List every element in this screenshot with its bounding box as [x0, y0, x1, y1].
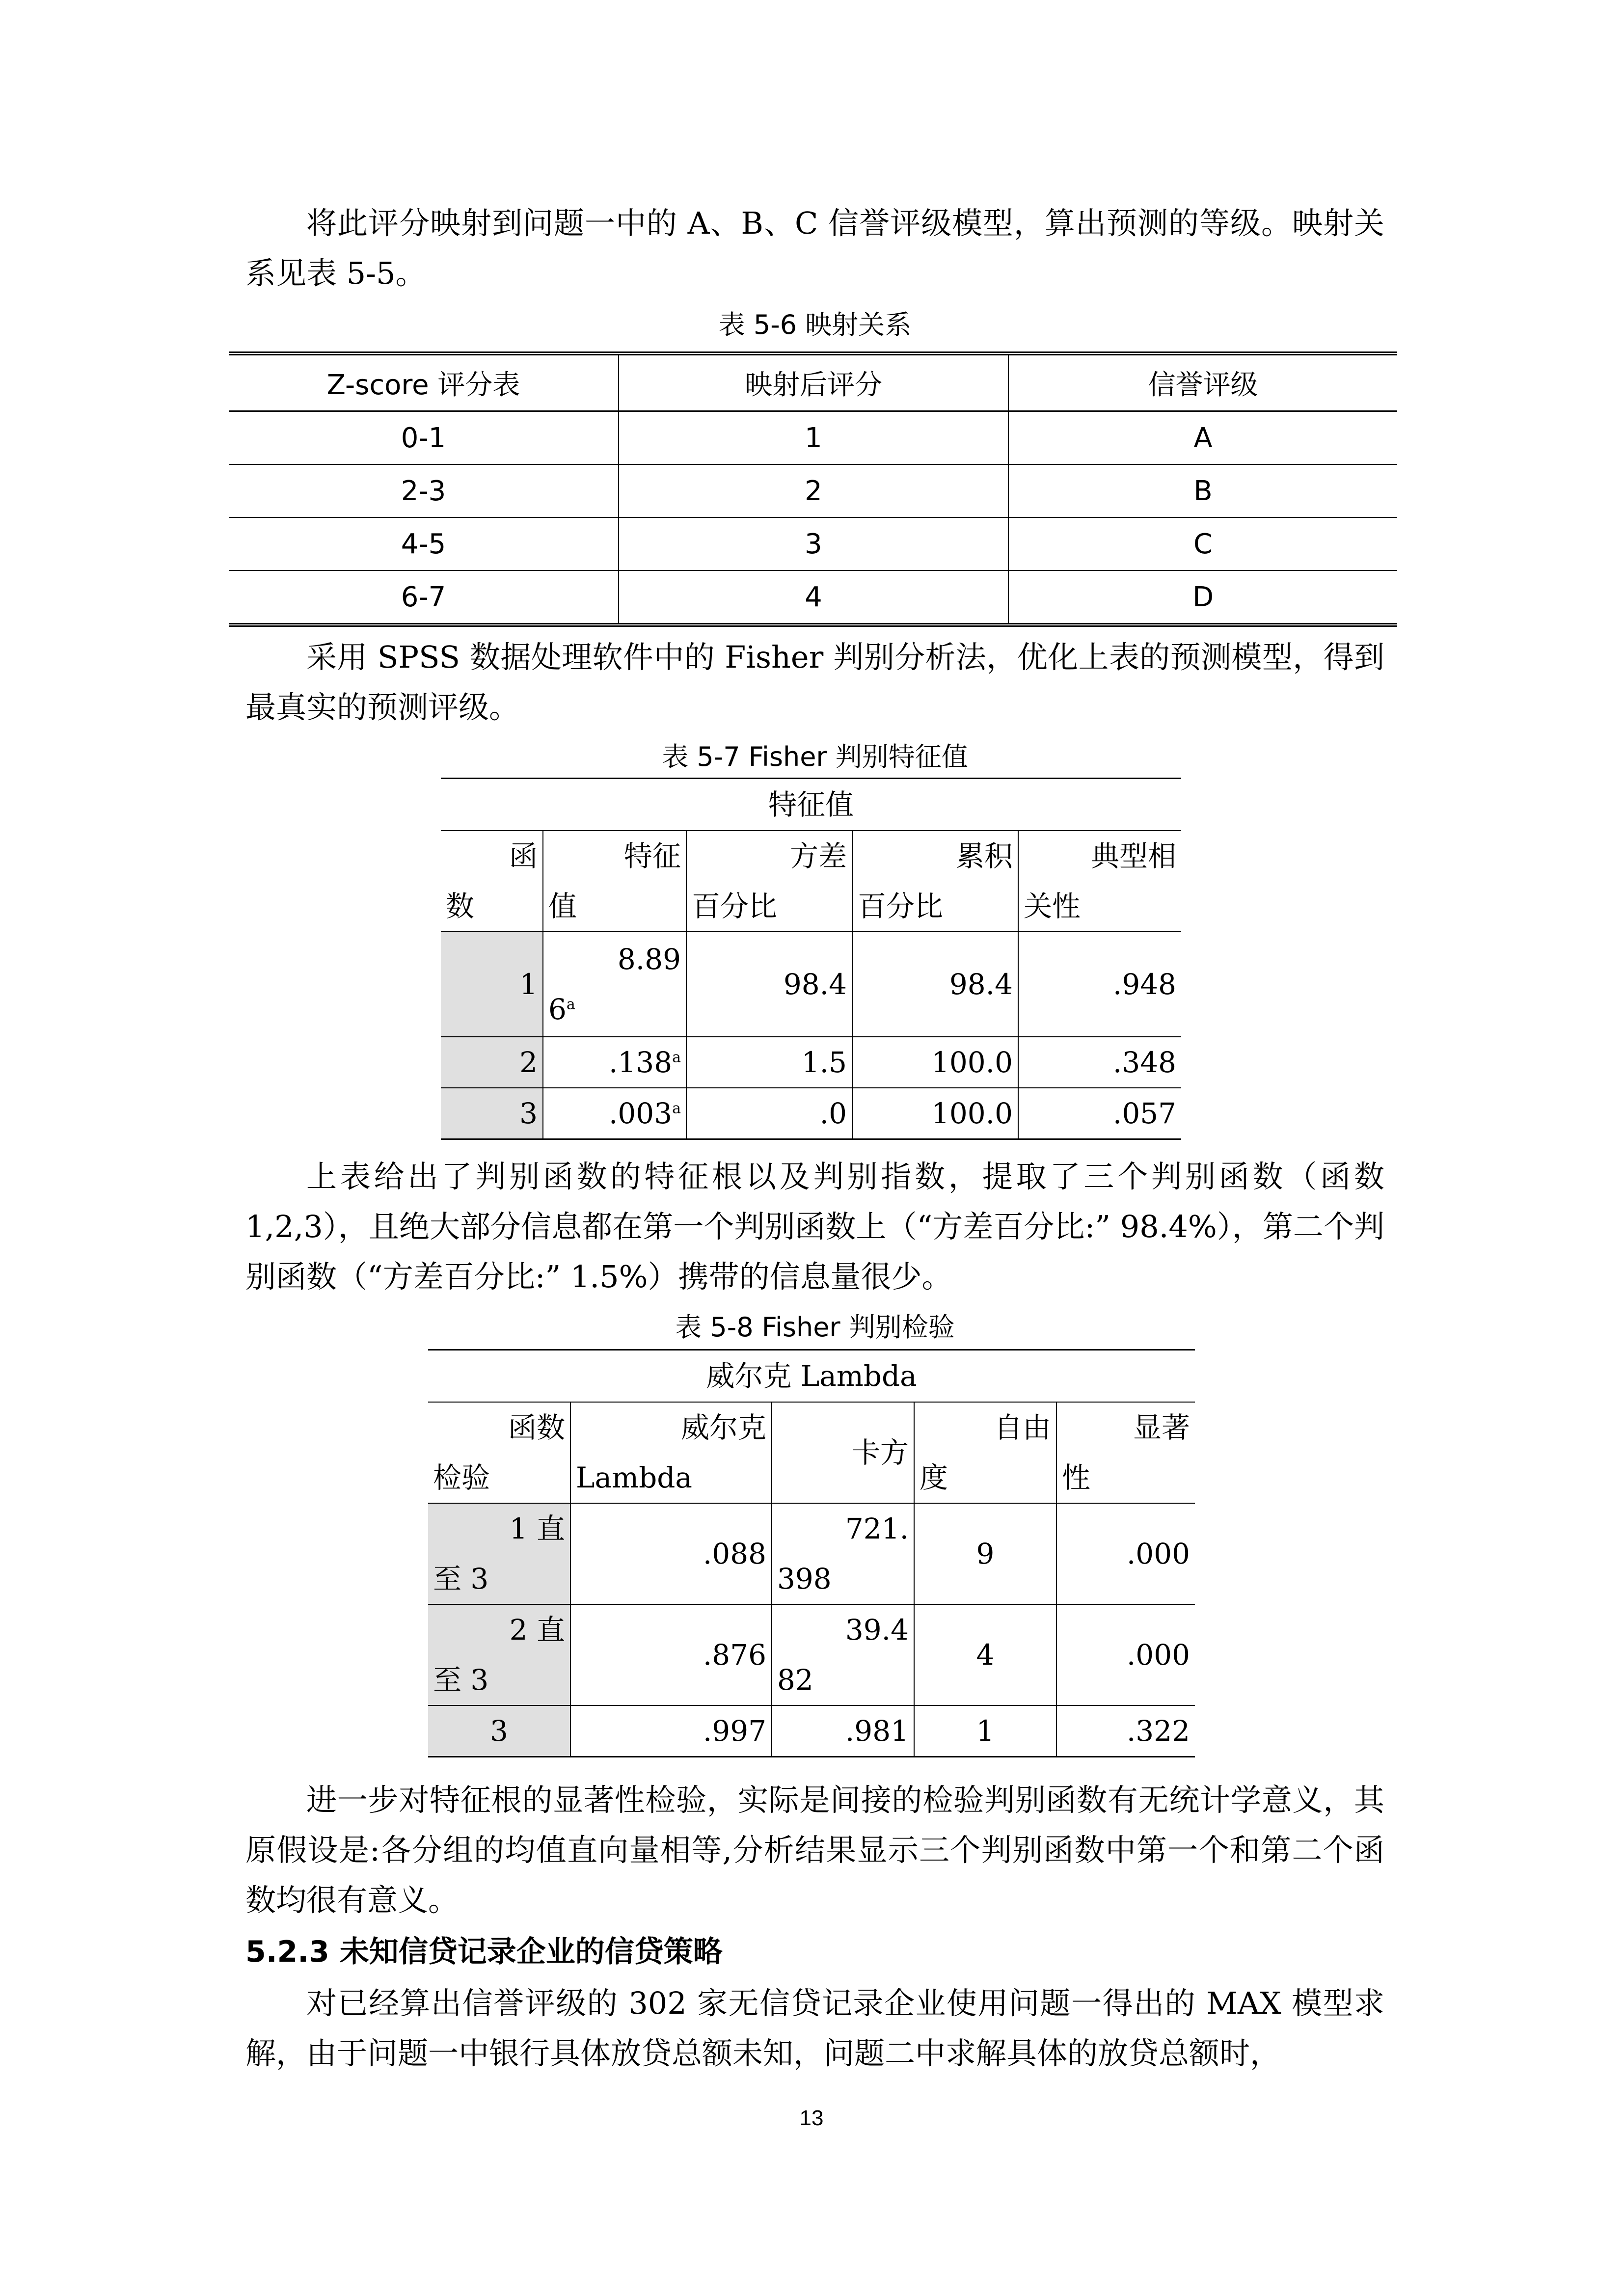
table-5-7-caption: 表 5-7 Fisher 判别特征值	[662, 741, 968, 772]
row-test-label: 1 直至 3	[428, 1503, 570, 1604]
cell-significance: .000	[1056, 1503, 1195, 1604]
paragraph-unknown-credit-strategy: 对已经算出信誉评级的 302 家无信贷记录企业使用问题一得出的 MAX 模型求解，由于问题一中银行具体放贷总额未知，问题二中求解具体的放贷总额时，	[245, 1985, 1384, 2071]
table-row	[428, 1604, 1195, 1705]
cell-variance-pct: 1.5	[686, 1037, 852, 1088]
paragraph-significance-test: 进一步对特征根的显著性检验，实际是间接的检验判别函数有无统计学意义，其原假设是:各分组的均值直向量相等,分析结果显示三个判别函数中第一个和第二个函数均很有意义。	[245, 1782, 1384, 1918]
section-heading-5-2-3: 5.2.3 未知信贷记录企业的信贷策略	[245, 1935, 723, 1969]
header-zscore: Z-score 评分表	[229, 353, 619, 411]
header-wilks-lambda: 威尔克Lambda	[570, 1402, 772, 1503]
row-function-label: 1	[441, 932, 543, 1037]
cell-eigenvalue: .003$^a$	[543, 1088, 686, 1139]
table-5-6-mapping	[229, 351, 1397, 627]
cell-df: 1	[914, 1705, 1056, 1757]
header-significance: 显著性	[1056, 1402, 1195, 1503]
header-eigenvalue: 特征值	[543, 831, 686, 932]
cell-df: 4	[914, 1604, 1056, 1705]
table-header-row	[229, 353, 1397, 411]
cell-rating: B	[1008, 464, 1397, 517]
cell-zscore: 2-3	[229, 464, 619, 517]
header-canonical-corr: 典型相关性	[1018, 831, 1181, 932]
header-test-of-functions: 函数检验	[428, 1402, 570, 1503]
cell-zscore: 4-5	[229, 517, 619, 570]
cell-cumulative-pct: 100.0	[852, 1037, 1018, 1088]
cell-variance-pct: 98.4	[686, 932, 852, 1037]
paragraph-fisher-intro: 采用 SPSS 数据处理软件中的 Fisher 判别分析法，优化上表的预测模型，得到最真实的预测评级。	[245, 639, 1384, 725]
table-5-7-eigenvalues	[441, 778, 1181, 1140]
table-row	[229, 411, 1397, 465]
cell-variance-pct: .0	[686, 1088, 852, 1139]
row-function-label: 3	[441, 1088, 543, 1139]
cell-eigenvalue: .138$^a$	[543, 1037, 686, 1088]
cell-significance: .322	[1056, 1705, 1195, 1757]
table-row	[229, 464, 1397, 517]
table-row	[441, 1088, 1181, 1139]
cell-cumulative-pct: 98.4	[852, 932, 1018, 1037]
header-cumulative-pct: 累积百分比	[852, 831, 1018, 932]
table-row	[229, 570, 1397, 625]
cell-canonical-corr: .348	[1018, 1037, 1181, 1088]
cell-canonical-corr: .948	[1018, 932, 1181, 1037]
cell-chi-square: .981	[772, 1705, 914, 1757]
cell-rating: C	[1008, 517, 1397, 570]
table-row	[428, 1705, 1195, 1757]
cell-mapped-score: 2	[619, 464, 1008, 517]
table-row	[229, 517, 1397, 570]
cell-mapped-score: 1	[619, 411, 1008, 465]
table-title: 威尔克 Lambda	[428, 1350, 1195, 1403]
cell-zscore: 6-7	[401, 581, 446, 613]
cell-mapped-score: 4	[619, 570, 1008, 625]
header-credit-rating: 信誉评级	[1008, 353, 1397, 411]
header-chi-square: 卡方	[772, 1402, 914, 1503]
paragraph-mapping-intro: 将此评分映射到问题一中的 A、B、C 信誉评级模型，算出预测的等级。映射关系见表 5-5。	[245, 205, 1384, 291]
table-row	[428, 1503, 1195, 1604]
row-test-label: 3	[428, 1705, 570, 1757]
cell-mapped-score: 3	[619, 517, 1008, 570]
table-row	[441, 932, 1181, 1037]
cell-eigenvalue: 8.896$^a$	[543, 932, 686, 1037]
row-test-label: 2 直至 3	[428, 1604, 570, 1705]
cell-canonical-corr: .057	[1018, 1088, 1181, 1139]
table-row	[441, 1037, 1181, 1088]
header-variance-pct: 方差百分比	[686, 831, 852, 932]
header-mapped-score: 映射后评分	[619, 353, 1008, 411]
cell-cumulative-pct: 100.0	[852, 1088, 1018, 1139]
cell-wilks-lambda: .088	[570, 1503, 772, 1604]
row-function-label: 2	[441, 1037, 543, 1088]
cell-chi-square: 39.482	[772, 1604, 914, 1705]
paragraph-eigenvalue-analysis: 上表给出了判别函数的特征根以及判别指数，提取了三个判别函数（函数1,2,3），且绝大部分信息都在第一个判别函数上（“方差百分比:” 98.4%），第二个判别函数（“方差百分比:” 1.5%）携带的信息量很少。	[245, 1159, 1384, 1295]
table-5-8-caption: 表 5-8 Fisher 判别检验	[675, 1312, 955, 1343]
cell-zscore: 0-1	[229, 411, 619, 465]
page-number: 13	[799, 2106, 824, 2130]
table-title: 特征值	[441, 779, 1181, 831]
cell-wilks-lambda: .876	[570, 1604, 772, 1705]
cell-rating: A	[1008, 411, 1397, 465]
header-df: 自由度	[914, 1402, 1056, 1503]
cell-wilks-lambda: .997	[570, 1705, 772, 1757]
table-5-6-caption: 表 5-6 映射关系	[718, 309, 912, 340]
header-function: 函数	[441, 831, 543, 932]
table-5-8-wilks-lambda	[428, 1349, 1195, 1757]
cell-rating: D	[1008, 570, 1397, 625]
cell-df: 9	[914, 1503, 1056, 1604]
cell-significance: .000	[1056, 1604, 1195, 1705]
cell-chi-square: 721.398	[772, 1503, 914, 1604]
